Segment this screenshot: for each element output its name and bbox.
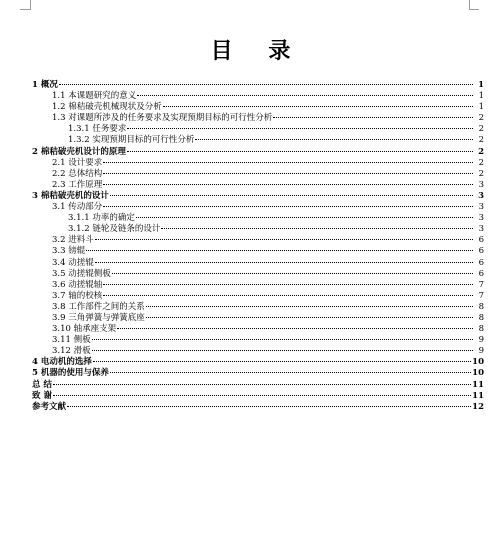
toc-dot-leader (67, 398, 471, 407)
toc-entry-page-number: 6 (478, 235, 484, 246)
table-of-contents (32, 78, 484, 411)
toc-entry-title: 3.8 工作部件之间的关系 (52, 301, 145, 312)
toc-entry-page-number: 8 (478, 301, 484, 312)
toc-entry-page-number: 3 (478, 202, 484, 213)
toc-entry-page-number: 6 (478, 268, 484, 279)
toc-dot-leader (146, 309, 473, 318)
toc-dot-leader (103, 165, 473, 174)
toc-dot-leader (112, 265, 473, 274)
toc-entry-title: 3.2 进料斗 (52, 235, 94, 246)
toc-entry-title: 致 谢 (32, 390, 52, 401)
toc-entry-page-number: 8 (478, 324, 484, 335)
toc-entry-title: 1.3.2 实现预期目标的可行性分析 (68, 135, 195, 146)
toc-entry-title: 5 机器的使用与保养 (32, 368, 109, 379)
toc-dot-leader (161, 220, 473, 229)
toc-dot-leader (95, 254, 473, 263)
toc-dot-leader (163, 98, 473, 107)
toc-entry-title: 3.3 镑辊 (52, 246, 86, 257)
toc-entry-title: 4 电动机的选择 (32, 357, 92, 368)
toc-dot-leader (127, 143, 473, 152)
toc-entry-page-number: 2 (478, 135, 484, 146)
page-title: 目 录 (210, 38, 305, 64)
toc-dot-leader (137, 87, 473, 96)
toc-entry-title: 2 棉秸破壳机设计的原理 (32, 146, 126, 157)
toc-dot-leader (103, 176, 473, 185)
toc-entry-title: 3.9 三角弹簧与弹簧底座 (52, 312, 145, 323)
toc-entry-title: 1.2 棉秸破壳机械现状及分析 (52, 102, 162, 113)
toc-dot-leader (95, 231, 473, 240)
toc-entry-title: 3.1.1 功率的确定 (68, 213, 135, 224)
toc-entry-page-number: 8 (478, 312, 484, 323)
toc-entry-title: 3.7 轴的校核 (52, 290, 103, 301)
toc-entry-title: 3 棉秸破壳机的设计 (32, 190, 109, 201)
toc-entry-page-number: 11 (472, 379, 484, 390)
toc-entry-page-number: 2 (478, 157, 484, 168)
toc-dot-leader (273, 109, 473, 118)
toc-entry-page-number: 2 (478, 146, 484, 157)
toc-dot-leader (195, 131, 473, 140)
toc-entry-page-number: 3 (478, 179, 484, 190)
toc-dot-leader (59, 76, 473, 85)
toc-dot-leader (110, 364, 471, 373)
toc-dot-leader (117, 320, 473, 329)
toc-dot-leader (103, 276, 473, 285)
toc-entry[interactable] (32, 400, 484, 411)
toc-dot-leader (92, 331, 473, 340)
toc-dot-leader (136, 209, 473, 218)
toc-entry-page-number: 9 (478, 335, 484, 346)
crop-mark-top-left (30, 0, 31, 10)
toc-entry-title: 总 结 (32, 379, 52, 390)
toc-entry-title: 1.1 本课题研究的意义 (52, 91, 137, 102)
toc-entry-title: 3.11 侧板 (52, 335, 91, 346)
toc-dot-leader (93, 353, 471, 362)
toc-entry-title: 3.12 滑板 (52, 346, 91, 357)
toc-entry-title: 3.1.2 链轮及链条的设计 (68, 224, 161, 235)
toc-entry-title: 3.4 动搓辊 (52, 257, 94, 268)
toc-dot-leader (92, 342, 473, 351)
toc-dot-leader (53, 376, 471, 385)
toc-entry-page-number: 1 (478, 80, 484, 90)
toc-dot-leader (103, 154, 473, 163)
toc-dot-leader (110, 187, 473, 196)
toc-entry-page-number: 6 (478, 246, 484, 257)
toc-entry-page-number: 7 (478, 290, 484, 301)
toc-entry-title: 3.1 传动部分 (52, 202, 103, 213)
toc-entry-title: 1.3.1 任务要求 (68, 124, 127, 135)
toc-entry-page-number: 9 (478, 346, 484, 357)
toc-entry-title: 2.3 工作原理 (52, 179, 103, 190)
toc-dot-leader (146, 298, 473, 307)
crop-mark-top-right-h (469, 9, 479, 10)
toc-entry-page-number: 2 (478, 168, 484, 179)
toc-entry-page-number: 10 (472, 357, 484, 368)
toc-dot-leader (103, 198, 473, 207)
toc-entry-page-number: 2 (478, 124, 484, 135)
toc-entry-page-number: 3 (478, 213, 484, 224)
crop-mark-top-left-h (20, 9, 30, 10)
toc-entry-title: 1 概况 (32, 80, 58, 90)
toc-entry-title: 1.3 对课题所涉及的任务要求及实现预期目标的可行性分析 (52, 113, 273, 124)
toc-entry-page-number: 3 (478, 190, 484, 201)
toc-entry-page-number: 1 (478, 102, 484, 113)
toc-entry-title: 3.6 动搓辊轴 (52, 279, 103, 290)
toc-entry-page-number: 10 (472, 368, 484, 379)
toc-entry-title: 2.1 设计要求 (52, 157, 103, 168)
toc-dot-leader (86, 242, 473, 251)
toc-entry-title: 3.10 轴承座支架 (52, 324, 117, 335)
toc-dot-leader (53, 387, 471, 396)
toc-entry-title: 参考文献 (32, 401, 67, 412)
toc-entry-page-number: 11 (472, 390, 484, 401)
toc-entry-page-number: 1 (478, 91, 484, 102)
toc-entry-page-number: 7 (478, 279, 484, 290)
toc-entry-page-number: 2 (478, 113, 484, 124)
toc-entry-title: 2.2 总体结构 (52, 168, 103, 179)
toc-entry-page-number: 12 (472, 401, 484, 412)
toc-dot-leader (127, 120, 473, 129)
toc-entry-page-number: 3 (478, 224, 484, 235)
toc-entry-page-number: 6 (478, 257, 484, 268)
toc-entry-title: 3.5 动搓辊侧板 (52, 268, 111, 279)
toc-dot-leader (103, 287, 473, 296)
